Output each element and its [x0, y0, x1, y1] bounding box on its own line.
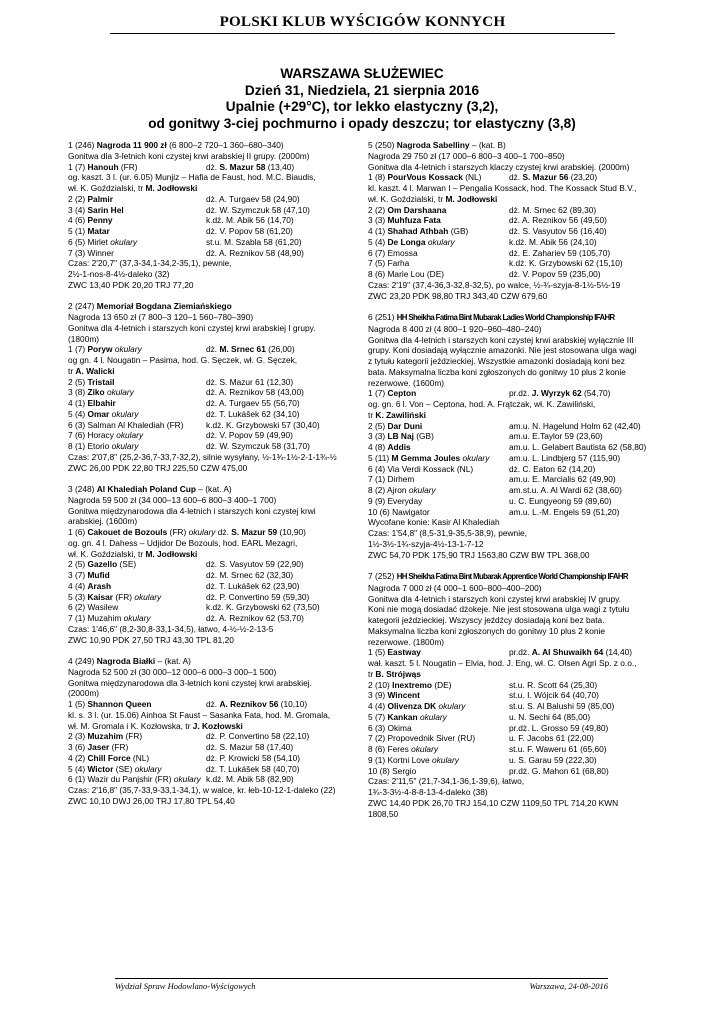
horse-cell: 3 (9) Wincent — [368, 690, 420, 701]
runner-row — [368, 733, 663, 744]
text-line: og gn. 4 l. Nougatin – Pasima, hod. G. Sęczek, wł. G. Sęczek, — [68, 355, 298, 365]
rider-cell: dż. W. Szymczuk 58 (47,10) — [206, 204, 310, 215]
rider-cell: u. F. Jacobs 61 (22,00) — [509, 733, 594, 744]
text-line: Maksymalna liczba koni zgłoszonych do gonitwy 10 plus 2 konie — [368, 625, 605, 636]
text-line: Nagroda 59 500 zł (34 000–13 600–6 800–3 400–1 700) — [68, 494, 277, 505]
horse-cell: 3 (3) LB Naj (GB) — [368, 431, 434, 442]
rider-cell: st.u. F. Waweru 61 (65,60) — [509, 744, 607, 754]
text-line: Gonitwa międzynarodowa dla 4-letnich i starszych koni czystej krwi — [68, 505, 316, 516]
race-block — [68, 301, 358, 473]
text-line: og. gn. 4 l. Dahess – Udjidor De Bozouls, hod. EARL Mezagri, — [68, 537, 298, 548]
horse-cell: 6 (2) Wasilew — [68, 602, 119, 613]
text-line: (1800m) — [68, 333, 100, 344]
text-line: 1¾-3-3½-4-8-8-13-4-daleko (38) — [368, 787, 488, 797]
runner-row — [368, 442, 663, 453]
text-line: arabskiej. (1600m) — [68, 516, 138, 527]
horse-cell: 2 (5) Gazello (SE) — [68, 559, 137, 570]
rider-cell: dż. W. Szymczuk 58 (31,70) — [206, 441, 310, 451]
text-line: 1 (6) Cakouet de Bozouls (FR) okulary dż. S. Mazur 59 (10,90) — [68, 527, 306, 537]
horse-cell: 5 (4) Wictor (SE) okulary — [68, 763, 162, 774]
runner-row — [368, 690, 663, 701]
text-line: Nagroda 7 000 zł (4 000–1 600–800–400–200) — [368, 582, 542, 593]
runner-row — [68, 194, 358, 205]
rider-cell: dż. A. Reznikov 56 (10,10) — [206, 699, 308, 709]
horse-cell: 10 (8) Sergio — [368, 765, 417, 776]
horse-cell: 4 (2) Chill Force (NL) — [68, 752, 150, 763]
text-line: Koni nie mogą dosiadać dżokeje. Nie jest stosowana ulga wagi z tytułu — [368, 604, 630, 615]
rider-cell: k.dż. M. Abik 56 (14,70) — [206, 215, 294, 226]
runner-row — [68, 602, 358, 613]
runner-row — [68, 430, 358, 441]
rider-cell: dż. M. Srnec 62 (89,30) — [509, 204, 597, 215]
rider-cell: dż. A. Turgaev 55 (56,70) — [206, 398, 300, 408]
document-footer — [115, 978, 608, 991]
rider-cell: dż. P. Krowicki 58 (54,10) — [206, 752, 300, 763]
text-line: 5 (250) Nagroda Sabelliny – (kat. B) — [368, 140, 506, 150]
race-block — [68, 484, 358, 645]
text-line: wł. K. Goździalski, tr M. Jodłowski — [368, 193, 498, 204]
horse-cell: 3 (3) Muhfuza Fata — [368, 215, 441, 226]
runner-row — [68, 559, 358, 570]
rider-cell: am.u. N. Hagelund Holm 62 (42,40) — [509, 420, 641, 431]
text-line: Wycofane konie: Kasir Al Khalediah — [368, 517, 500, 528]
rider-cell: dż. A. Reznikov 62 (53,70) — [206, 613, 304, 623]
horse-cell: 1 (7) Cepton — [368, 388, 417, 399]
runner-row — [368, 431, 663, 442]
horse-cell: 8 (6) Feres okulary — [368, 744, 439, 754]
horse-cell: 9 (9) Everyday — [368, 495, 423, 506]
rider-cell: st.u. M. Szabla 58 (61,20) — [206, 236, 302, 247]
horse-cell: 6 (7) Emossa — [368, 247, 418, 258]
runner-row — [368, 496, 663, 507]
rider-cell: am.u. E. Marcialis 62 (49,90) — [509, 474, 616, 485]
text-line: ZWC 26,00 PDK 22,80 TRJ 225,50 CZW 475,00 — [68, 462, 248, 473]
runner-row — [68, 344, 358, 355]
runner-row — [68, 226, 358, 237]
runner-row — [68, 387, 358, 398]
rider-cell: dż. P. Convertino 58 (22,10) — [206, 731, 310, 742]
horse-cell: 5 (7) Kankan okulary — [368, 711, 447, 722]
horse-cell: 3 (8) Ziko okulary — [68, 387, 134, 398]
rider-cell: dż. M. Srnec 62 (32,30) — [206, 570, 294, 580]
results-column-right — [368, 140, 663, 830]
horse-cell: 2 (2) Om Darshaana — [368, 204, 447, 215]
text-line: bata. Maksymalna liczba koni zgłoszonych do gonitwy 10 plus 2 konie — [368, 366, 626, 377]
text-line: ZWC 14,40 PDK 26,70 TRJ 154,10 CZW 1109,50 TPL 714,20 KWN — [368, 797, 619, 808]
runner-row — [368, 205, 663, 216]
rider-cell: dż. C. Eaton 62 (14,20) — [509, 463, 596, 474]
runner-row — [68, 248, 358, 259]
text-line: Czas: 1'54,8" (8,5-31,9-35,5-38,9), pewnie, — [368, 528, 528, 538]
footer-department: Wydział Spraw Hodowlano-Wyścigowych — [115, 981, 256, 991]
runner-row — [368, 226, 663, 237]
text-line: tr A. Walicki — [68, 365, 115, 376]
document-header — [110, 14, 615, 34]
meeting-title-block — [60, 66, 664, 132]
rider-cell: k.dż. K. Grzybowski 57 (30,40) — [206, 419, 320, 430]
horse-cell: 7 (1) Muzahim okulary — [68, 613, 151, 623]
rider-cell: u. N. Sechi 64 (85,00) — [509, 711, 591, 722]
runner-row — [68, 409, 358, 420]
horse-cell: 1 (8) PourVous Kossack (NL) — [368, 172, 482, 183]
runner-row — [368, 712, 663, 723]
text-line: Gonitwa międzynarodowa dla 3-letnich koni czystej krwi arabskiej. — [68, 677, 312, 688]
horse-cell: 1 (5) Shannon Queen — [68, 699, 152, 709]
runner-row — [68, 377, 358, 388]
horse-cell: 7 (5) Farha — [368, 258, 410, 269]
text-line: wł. K. Goździalski, tr M. Jodłowski — [68, 548, 198, 559]
rider-cell: dż. T. Lukášek 58 (40,70) — [206, 763, 300, 774]
runner-row — [368, 248, 663, 259]
horse-cell: 10 (6) Nawigator — [368, 506, 430, 517]
horse-cell: 7 (2) Propovednik Siver (RU) — [368, 733, 476, 744]
runner-row — [68, 592, 358, 603]
text-line: wł. M. Gromala i K. Kozłowska, tr J. Kozłowski — [68, 720, 243, 731]
text-line: 2½-1-nos-8-4½-daleko (32) — [68, 269, 170, 279]
horse-cell: 4 (8) Addis — [368, 442, 411, 452]
rider-cell: am.u. L. Lindbjerg 57 (115,90) — [509, 452, 621, 463]
rider-cell: st.u. R. Scott 64 (25,30) — [509, 679, 598, 690]
runner-row — [368, 766, 663, 777]
horse-cell: 5 (4) De Longa okulary — [368, 236, 455, 247]
text-line: og. kaszt. 3 l. (ur. 6.05) Munjiz – Hafia de Faust, hod. M.C. Biaudis, — [68, 172, 316, 183]
text-line: tr B. Strójwąs — [368, 668, 421, 679]
text-line: ZWC 23,20 PDK 98,80 TRJ 343,40 CZW 679,60 — [368, 290, 548, 301]
text-line: 1 (246) Nagroda 11 900 zł (6 800–2 720–1 360–680–340) — [68, 140, 284, 150]
race-block — [368, 571, 663, 819]
runner-row — [368, 755, 663, 766]
rider-cell: dż. S. Mazur 56 (23,20) — [509, 172, 598, 183]
text-line: z tytułu kategorii jeździeckiej. Wszystkie amazonki dosiadają koni bez — [368, 356, 625, 366]
horse-cell: 2 (5) Dar Duni — [368, 420, 423, 431]
horse-cell: 6 (4) Via Verdi Kossack (NL) — [368, 463, 474, 474]
rider-cell: dż. A. Turgaev 58 (24,90) — [206, 193, 300, 204]
horse-cell: 3 (4) Sarin Hel — [68, 204, 124, 215]
text-line: Nagroda 52 500 zł (30 000–12 000–6 000–3 000–1 500) — [68, 666, 277, 677]
horse-cell: 6 (3) Okima — [368, 722, 412, 733]
runner-row — [368, 507, 663, 518]
horse-cell: 2 (10) Inextremo (DE) — [368, 679, 452, 690]
text-line: Nagroda 13 650 zł (7 800–3 120–1 560–780–390) — [68, 312, 254, 322]
text-line: Czas: 2'07,8" (25,2-36,7-33,7-32,2), silnie wysyłany, ½-1¾-1½-2-1-1¾-½ — [68, 451, 337, 462]
horse-cell: 7 (6) Horacy okulary — [68, 430, 144, 441]
rider-cell: st.u. I. Wójcik 64 (40,70) — [509, 690, 599, 701]
text-line: 7 (252) HH Sheikha Fatima Bint Mubarak Apprentice World Championship IFAHR — [368, 571, 628, 581]
text-line: Czas: 2'11,5" (21,7-34,1-36,1-39,6), łatwo, — [368, 776, 525, 787]
text-line: Gonitwa dla 4-letnich i starszych koni czystej krwi arabskiej IV grupy. — [368, 593, 622, 604]
horse-cell: 5 (1) Matar — [68, 226, 110, 236]
rider-cell: dż. S. Mazur 58 (13,40) — [206, 161, 295, 172]
text-line: rezerwowe. (1800m) — [368, 636, 445, 647]
rider-cell: st.u. S. Al Balushi 59 (85,00) — [509, 701, 615, 711]
text-line: tr K. Zawiliński — [368, 409, 426, 420]
text-line: 6 (251) HH Sheikha Fatima Bint Mubarak Ladies World Championship IFAHR — [368, 312, 615, 322]
text-line: ZWC 10,10 DWJ 26,00 TRJ 17,80 TPL 54,40 — [68, 795, 235, 806]
rider-cell: dż. S. Vasyutov 56 (16,40) — [509, 226, 607, 236]
rider-cell: am.u. L.-M. Engels 59 (51,20) — [509, 506, 620, 517]
rider-cell: dż. P. Convertino 59 (59,30) — [206, 591, 310, 602]
rider-cell: u. C. Eungyeong 59 (89,60) — [509, 495, 612, 506]
runner-row — [368, 388, 663, 399]
race-block — [68, 656, 358, 807]
runner-row — [68, 731, 358, 742]
text-line: Nagroda 29 750 zł (17 000–6 800–3 400–1 700–850) — [368, 150, 565, 161]
runner-row — [368, 269, 663, 280]
race-block — [68, 140, 358, 291]
runner-row — [368, 215, 663, 226]
horse-cell: 2 (2) Palmir — [68, 193, 113, 204]
horse-cell: 8 (6) Marie Lou (DE) — [368, 269, 445, 279]
text-line: Gonitwa dla 3-letnich koni czystej krwi arabskiej II grupy. (2000m) — [68, 150, 310, 161]
race-block — [368, 312, 663, 560]
rider-cell: k.dż. K. Grzybowski 62 (15,10) — [509, 258, 623, 269]
text-line: grupy. Koni dosiadają wyłącznie amazonki. Nie jest stosowana ulga wagi — [368, 345, 637, 356]
runner-row — [68, 441, 358, 452]
runner-row — [68, 753, 358, 764]
results-column-left — [68, 140, 358, 817]
rider-cell: dż. S. Vasyutov 59 (22,90) — [206, 559, 304, 570]
rider-cell: dż. A. Reznikov 58 (48,90) — [206, 247, 304, 258]
horse-cell: 2 (5) Tristail — [68, 376, 115, 387]
horse-cell: 9 (1) Kortni Love okulary — [368, 754, 459, 765]
rider-cell: am.u. E.Taylor 59 (23,60) — [509, 431, 603, 442]
club-name: POLSKI KLUB WYŚCIGÓW KONNYCH — [219, 14, 506, 30]
horse-cell: 3 (7) Mufid — [68, 570, 110, 580]
horse-cell: 3 (6) Jaser (FR) — [68, 742, 129, 752]
text-line: ZWC 13,40 PDK 20,20 TRJ 77,20 — [68, 279, 194, 290]
text-line: Czas: 2'20,7" (37,3-34,1-34,2-35,1), pewnie, — [68, 258, 232, 269]
rider-cell: pr.dż. L. Grosso 59 (49,80) — [509, 722, 609, 733]
rider-cell: dż. E. Zahariev 59 (105,70) — [509, 247, 611, 258]
text-line: Czas: 1'46,6" (8,2-30,8-33,1-34,5), łatwo, 4-½-½-2-13-5 — [68, 623, 274, 634]
rider-cell: dż. M. Srnec 61 (26,00) — [206, 344, 295, 355]
horse-cell: 4 (6) Penny — [68, 215, 113, 226]
rider-cell: dż. T. Lukášek 62 (23,90) — [206, 580, 300, 591]
horse-cell: 6 (3) Salman Al Khalediah (FR) — [68, 419, 184, 430]
horse-cell: 8 (2) Ajron okulary — [368, 485, 436, 495]
horse-cell: 6 (1) Wazir du Panjshir (FR) okulary — [68, 774, 201, 785]
runner-row — [68, 613, 358, 624]
text-line: Czas: 2'19" (37,4-36,3-32,8-32,5), po walce, ½-¾-szyja-8-1½-5½-19 — [368, 279, 621, 290]
rider-cell: k.dż. M. Abik 58 (82,90) — [206, 774, 294, 785]
runner-row — [68, 742, 358, 753]
horse-cell: 4 (1) Elbahir — [68, 398, 116, 408]
weather-line-2: od gonitwy 3-ciej pochmurno i opady deszczu; tor elastyczny (3,8) — [148, 115, 576, 131]
runner-row — [68, 570, 358, 581]
runner-row — [368, 723, 663, 734]
text-line: rezerwowe. (1600m) — [368, 377, 445, 388]
horse-cell: 4 (1) Shahad Athbah (GB) — [368, 226, 469, 236]
runner-row — [368, 485, 663, 496]
venue-title: WARSZAWA SŁUŻEWIEC — [280, 66, 444, 81]
horse-cell: 1 (5) Eastway — [368, 647, 421, 658]
text-line: Gonitwa dla 4-letnich i starszych koni czystej krwi arabskiej I grupy. — [68, 322, 316, 333]
rider-cell: dż. V. Popov 59 (49,90) — [206, 430, 293, 441]
runner-row — [368, 647, 663, 658]
runner-row — [368, 474, 663, 485]
rider-cell: k.dż. K. Grzybowski 62 (73,50) — [206, 602, 320, 613]
text-line: Gonitwa dla 4-letnich i starszych klaczy czystej krwi arabskiej. (2000m) — [368, 161, 630, 172]
text-line: og. gn. 6 l. Von – Ceptona, hod. A. Frątczak, wł. K. Zawiliński, — [368, 399, 596, 409]
runner-row — [68, 581, 358, 592]
text-line: kl. s. 3 l. (ur. 15.06) Ainhoa St Faust – Sasanka Fata, hod. M. Gromala, — [68, 709, 331, 720]
rider-cell: dż. S. Mazur 58 (17,40) — [206, 742, 294, 752]
text-line: 4 (249) Nagroda Białki – (kat. A) — [68, 656, 191, 666]
horse-cell: 6 (5) Mirlet okulary — [68, 236, 138, 247]
runner-row — [368, 744, 663, 755]
text-line: 2 (247) Memoriał Bogdana Ziemiańskiego — [68, 301, 232, 312]
rider-cell: dż. A. Reznikov 58 (43,00) — [206, 387, 304, 398]
rider-cell: pr.dż. A. Al Shuwaikh 64 (14,40) — [509, 647, 633, 658]
runner-row — [368, 172, 663, 183]
rider-cell: dż. S. Mazur 61 (12,30) — [206, 376, 294, 387]
horse-cell: 2 (3) Muzahim (FR) — [68, 731, 143, 742]
rider-cell: dż. V. Popov 59 (235,00) — [509, 269, 601, 279]
runner-row — [68, 699, 358, 710]
horse-cell: 5 (4) Omar okulary — [68, 408, 139, 419]
runner-row — [368, 237, 663, 248]
text-line: 1½-3½-1¾-szyja-4½-13-1-7-12 — [368, 538, 484, 549]
runner-row — [368, 453, 663, 464]
text-line: Gonitwa dla 4-letnich i starszych koni czystej krwi arabskiej wyłącznie III — [368, 334, 634, 345]
runner-row — [368, 680, 663, 691]
text-line: kl. kaszt. 4 l. Marwan I – Pengalia Kossack, hod. The Kossack Stud B.V., — [368, 183, 637, 193]
runner-row — [368, 701, 663, 712]
runner-row — [68, 215, 358, 226]
runner-row — [368, 258, 663, 269]
runner-row — [68, 237, 358, 248]
horse-cell: 8 (1) Etorio okulary — [68, 441, 139, 451]
footer-date: Warszawa, 24-08-2016 — [529, 981, 608, 991]
text-line: ZWC 10,90 PDK 27,50 TRJ 43,30 TPL 81,20 — [68, 634, 234, 645]
runner-row — [68, 420, 358, 431]
runner-row — [68, 205, 358, 216]
horse-cell: 7 (3) Winner — [68, 247, 114, 258]
text-line: Czas: 2'16,8" (35,7-33,9-33,1-34,1), w walce, kr. łeb-10-12-1-daleko (22) — [68, 785, 336, 795]
runner-row — [68, 774, 358, 785]
text-line: (2000m) — [68, 688, 100, 699]
runner-row — [68, 162, 358, 173]
text-line: 3 (248) Al Khalediah Poland Cup – (kat. A) — [68, 484, 232, 494]
horse-cell: 4 (4) Olivenza DK okulary — [368, 701, 466, 711]
rider-cell: am.u. L. Gelabert Bautista 62 (58,80) — [509, 442, 647, 452]
runner-row — [368, 464, 663, 475]
rider-cell: pr.dż. J. Wyrzyk 62 (54,70) — [509, 388, 611, 399]
text-line: Nagroda 8 400 zł (4 800–1 920–960–480–240) — [368, 323, 542, 334]
runner-row — [368, 421, 663, 432]
text-line: ZWC 54,70 PDK 175,90 TRJ 1563,80 CZW BW TPL 368,00 — [368, 549, 590, 560]
weather-line-1: Upalnie (+29°C), tor lekko elastyczny (3,2), — [225, 99, 499, 114]
horse-cell: 5 (3) Kaisar (FR) okulary — [68, 591, 162, 602]
horse-cell: 1 (7) Poryw okulary — [68, 344, 142, 355]
horse-cell: 1 (7) Hanouh (FR) — [68, 161, 138, 172]
race-block — [368, 140, 663, 301]
text-line: wł. K. Goździalski, tr M. Jodłowski — [68, 183, 198, 193]
rider-cell: u. S. Garau 59 (222,30) — [509, 754, 597, 765]
rider-cell: k.dż. M. Abik 56 (24,10) — [509, 236, 597, 247]
rider-cell: am.st.u. A. Al Wardi 62 (38,60) — [509, 485, 622, 495]
horse-cell: 4 (4) Arash — [68, 580, 112, 591]
text-line: 1808,50 — [368, 808, 399, 819]
rider-cell: dż. V. Popov 58 (61,20) — [206, 226, 293, 236]
rider-cell: pr.dż. G. Mahon 61 (68,80) — [509, 765, 609, 776]
rider-cell: dż. T. Lukášek 62 (34,10) — [206, 408, 300, 419]
rider-cell: dż. A. Reznikov 56 (49,50) — [509, 215, 607, 226]
text-line: kategorii jeździeckiej. Wszyscy jeźdźcy dosiadają koni bez bata. — [368, 615, 605, 625]
runner-row — [68, 764, 358, 775]
runner-row — [68, 398, 358, 409]
text-line: wał. kaszt. 5 l. Nougatin – Elvia, hod. J. Eng, wł. C. Olsen Agri Sp. z o.o., — [368, 658, 637, 668]
day-date-title: Dzień 31, Niedziela, 21 sierpnia 2016 — [244, 82, 480, 98]
horse-cell: 7 (1) Dirhem — [368, 474, 415, 485]
horse-cell: 5 (11) M Gemma Joules okulary — [368, 452, 490, 463]
